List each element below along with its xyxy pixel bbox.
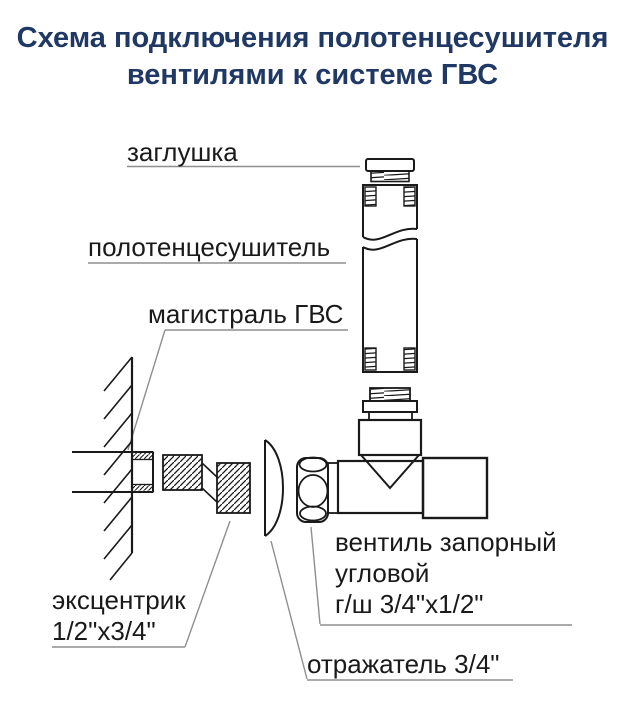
towel-rail-label: полотенцесушитель xyxy=(88,232,331,262)
eccentric-coupling xyxy=(163,455,250,513)
wall xyxy=(104,357,132,580)
reflector-label: отражатель 3/4" xyxy=(307,649,500,679)
cap-label: заглушка xyxy=(127,137,238,167)
eccentric-label-line2: 1/2"х3/4" xyxy=(52,616,156,646)
supply-main-label: магистраль ГВС xyxy=(148,299,344,329)
eccentric-label xyxy=(52,585,186,647)
valve-label xyxy=(335,527,557,620)
valve-leader xyxy=(311,527,320,624)
angle-valve xyxy=(297,388,487,522)
valve-label-line1: вентиль запорный xyxy=(335,527,557,557)
wall-hatching xyxy=(104,357,132,580)
page-title-line2: вентилями к системе ГВС xyxy=(126,59,499,91)
wall-fitting xyxy=(132,452,153,492)
valve-label-line3: г/ш 3/4"х1/2" xyxy=(335,589,484,619)
reflector-escutcheon xyxy=(265,440,283,536)
valve-bonnet xyxy=(359,388,421,455)
eccentric-label-line1: эксцентрик xyxy=(52,585,186,615)
supply-main-leader xyxy=(128,330,165,450)
reflector-leader xyxy=(271,541,307,679)
valve-union-nut xyxy=(297,458,328,523)
page-title-line1: Схема подключения полотенцесушителя xyxy=(16,22,609,54)
supply-pipe xyxy=(72,452,153,492)
towel-rail-pipe xyxy=(363,185,417,372)
cap-plug xyxy=(366,159,414,182)
eccentric-leader xyxy=(185,521,230,647)
valve-outlet-block xyxy=(423,458,487,518)
valve-label-line2: угловой xyxy=(335,558,430,588)
